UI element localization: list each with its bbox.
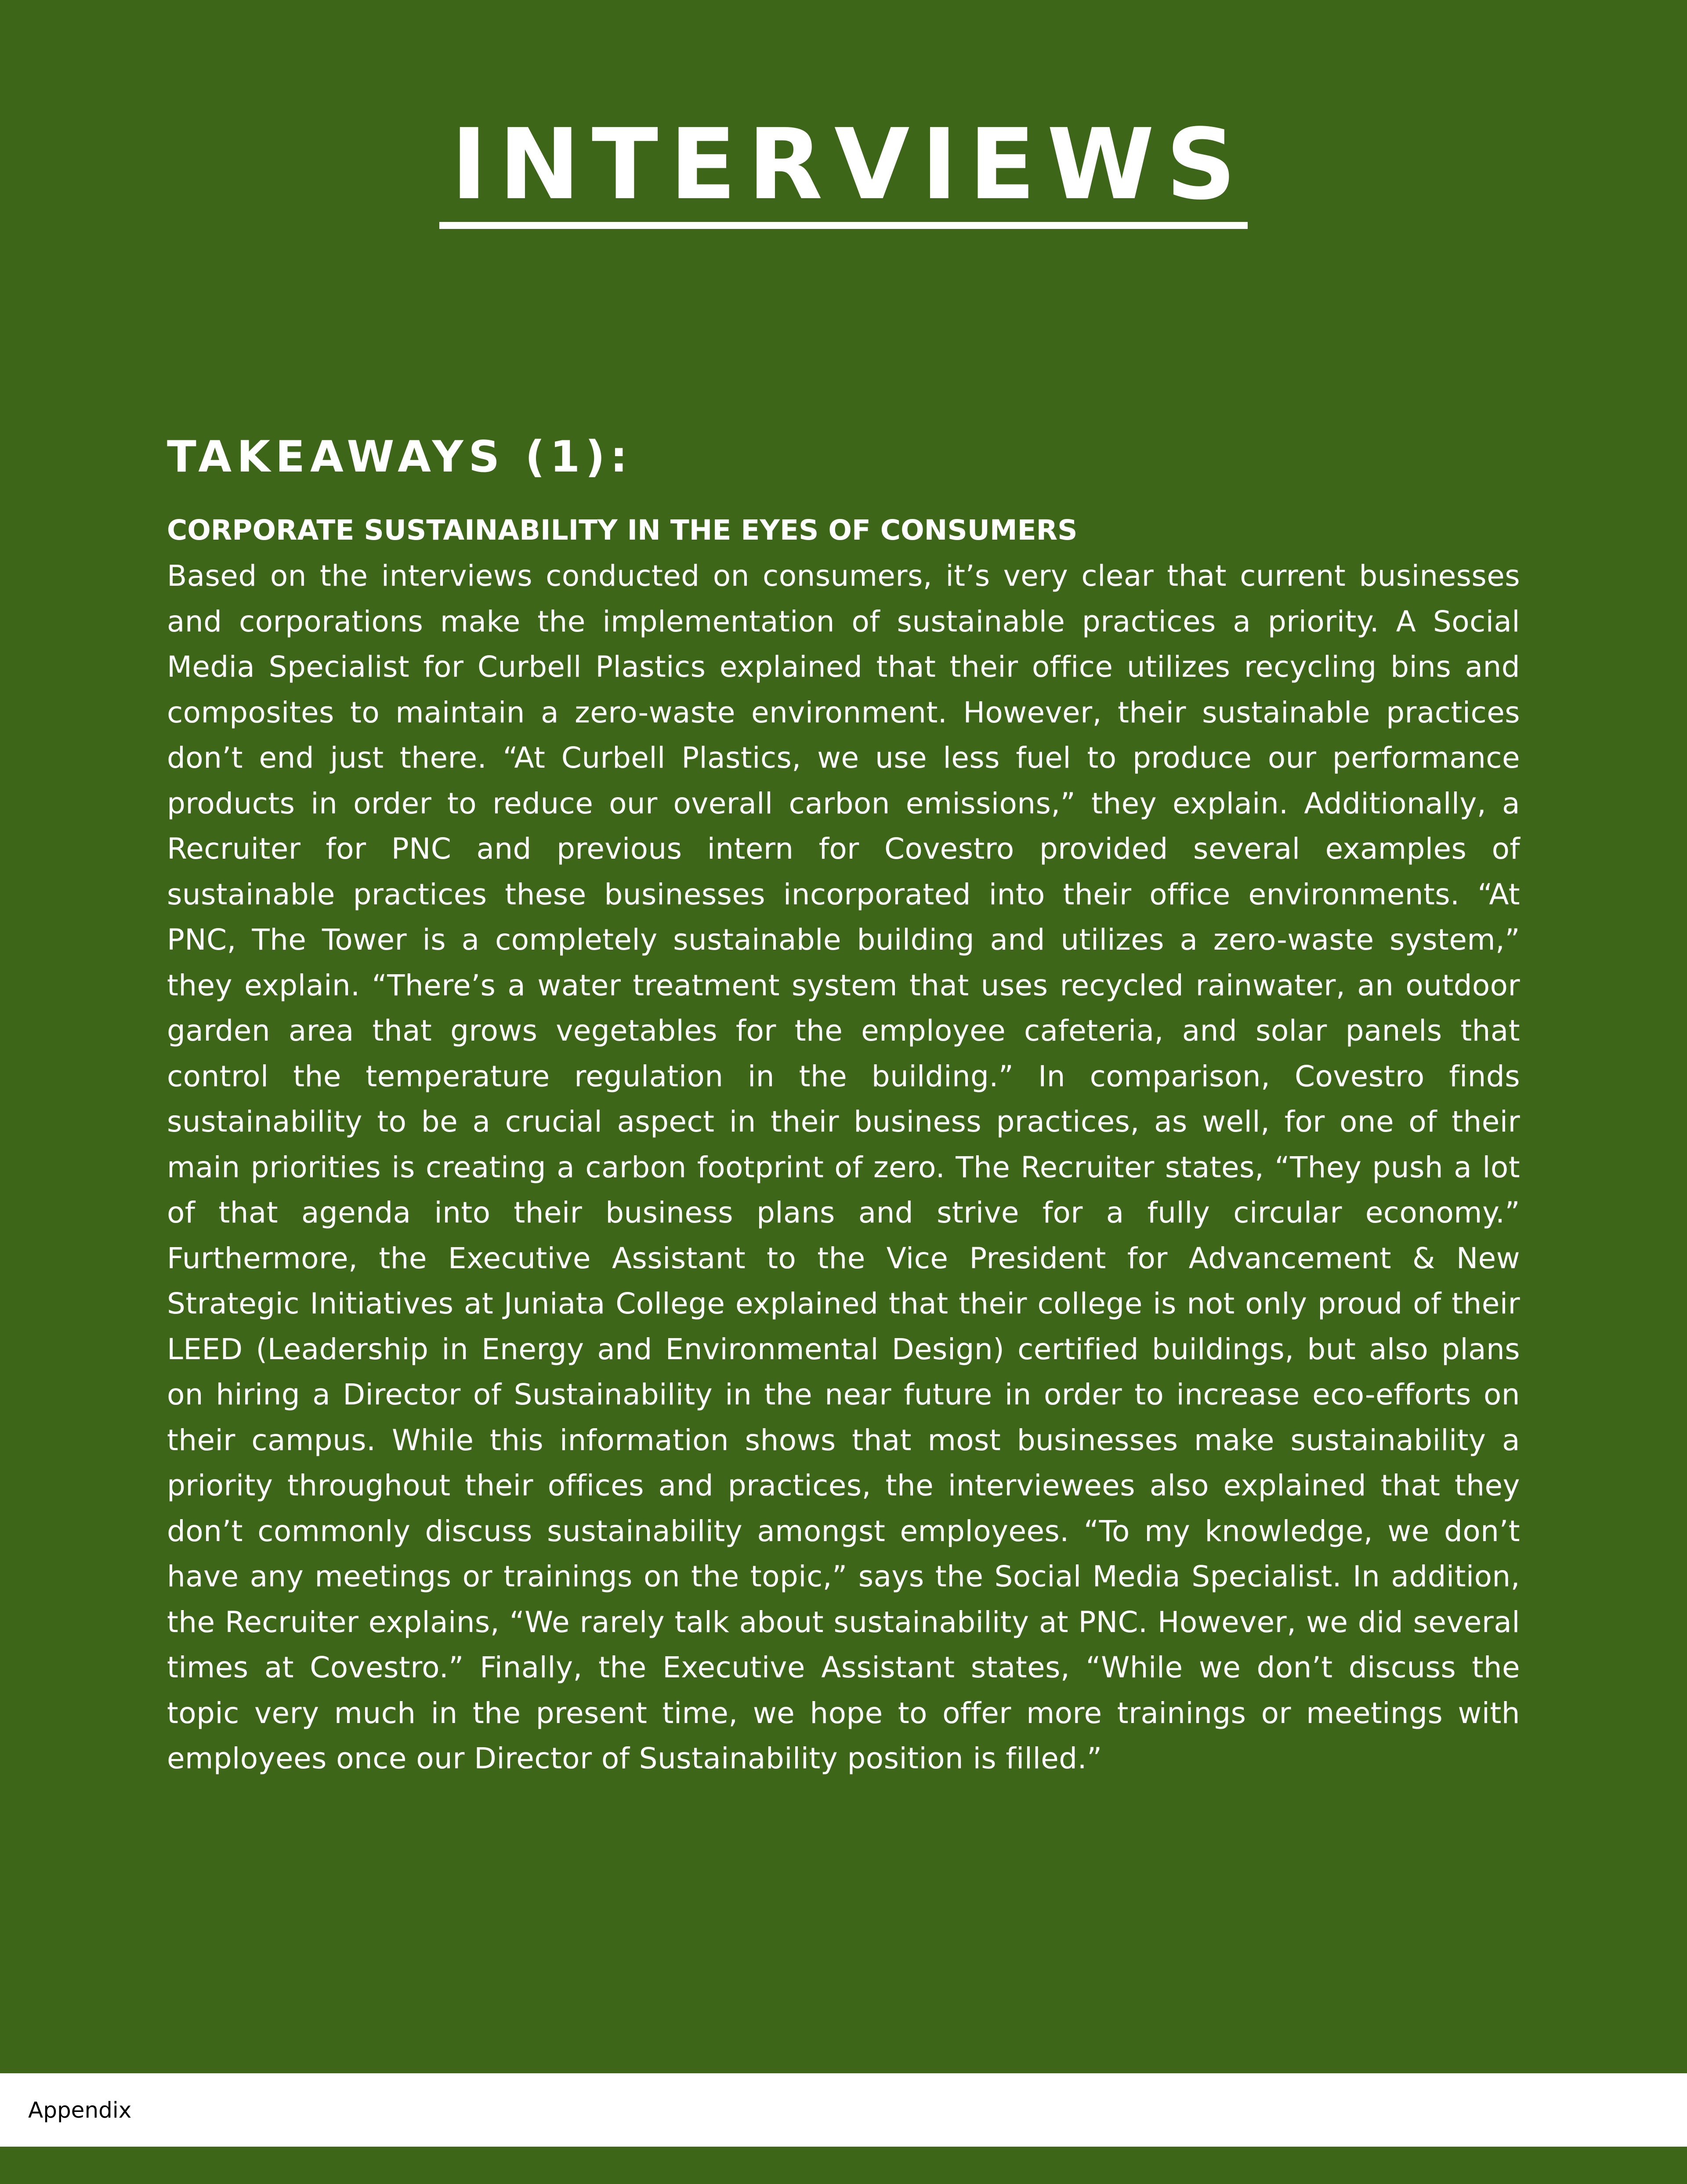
subheading: CORPORATE SUSTAINABILITY IN THE EYES OF CONSUMERS [167,514,1078,546]
page-title [0,110,1687,229]
footer-bar [0,2073,1687,2147]
footer-label: Appendix [28,2097,132,2123]
main-content [167,428,1520,1781]
page-title-text: INTERVIEWS [439,116,1247,229]
body-paragraph: Based on the interviews conducted on consumers, it’s very clear that current businesses and corporations make the implementation of sustainable practices a priority. A Social Media Specialist for Curbell Plastics explained that their office utilizes recycling bins and composites to maintain a zero-waste environment. However, their sustainable practices don’t end just there. “At Curbell Plastics, we use less fuel to produce our performance products in order to reduce our overall carbon emissions,” they explain. Additionally, a Recruiter for PNC and previous intern for Covestro provided several examples of sustainable practices these businesses incorporated into their office environments. “At PNC, The Tower is a completely sustainable building and utilizes a zero-waste system,” they explain. “There’s a water treatment system that uses recycled rainwater, an outdoor garden area that grows vegetables for the employee cafeteria, and solar panels that control the temperature regulation in the building.” In comparison, Covestro finds sustainability to be a crucial aspect in their business practices, as well, for one of their main priorities is creating a carbon footprint of zero. The Recruiter states, “They push a lot of that agenda into their business plans and strive for a fully circular economy.” Furthermore, the Executive Assistant to the Vice President for Advancement & New Strategic Initiatives at Juniata College explained that their college is not only proud of their LEED (Leadership in Energy and Environmental Design) certified buildings, but also plans on hiring a Director of Sustainability in the near future in order to increase eco-efforts on their campus. While this information shows that most businesses make sustainability a priority throughout their offices and practices, the interviewees also explained that they don’t commonly discuss sustainability amongst employees. “To my knowledge, we don’t have any meetings or trainings on the topic,” says the Social Media Specialist. In addition, the Recruiter explains, “We rarely talk about sustainability at PNC. However, we did several times at Covestro.” Finally, the Executive Assistant states, “While we don’t discuss the topic very much in the present time, we hope to offer more trainings or meetings with employees once our Director of Sustainability position is filled.” [167,559,1520,1775]
section-heading: TAKEAWAYS (1): [167,432,633,482]
